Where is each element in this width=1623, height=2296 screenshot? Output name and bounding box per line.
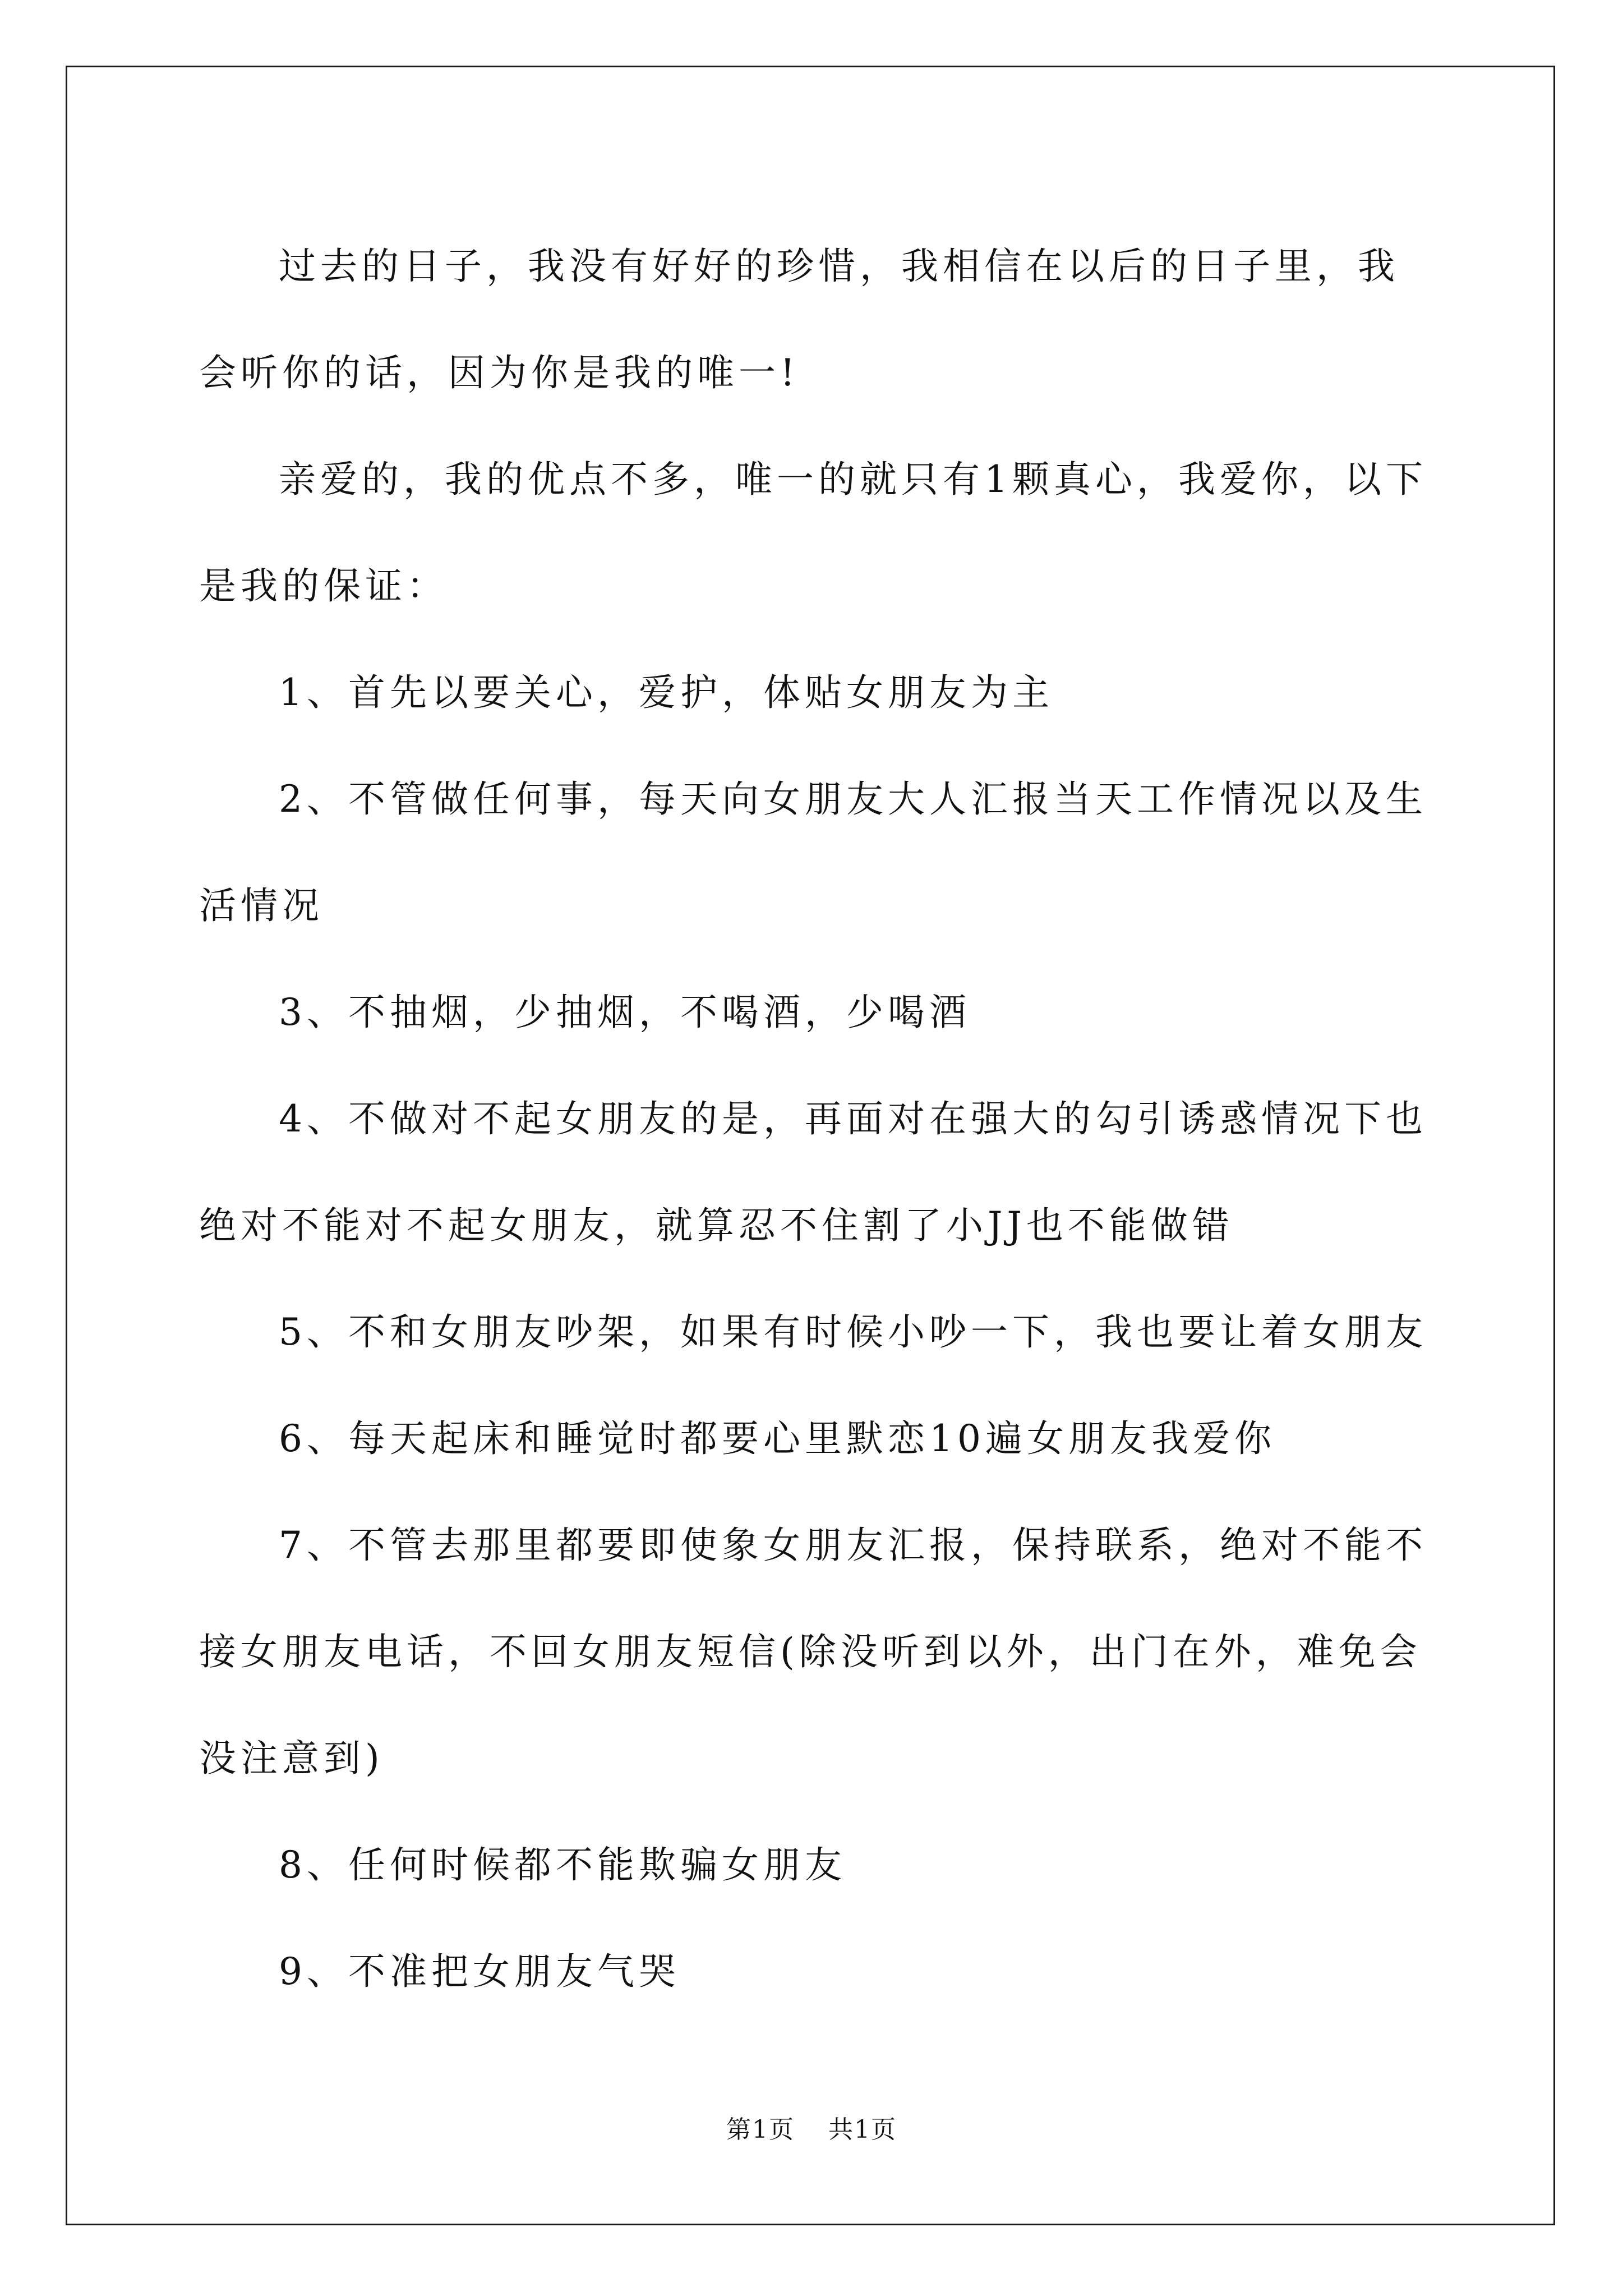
page-footer (0, 2109, 1623, 2145)
list-item: 4、不做对不起女朋友的是，再面对在强大的勾引诱惑情况下也绝对不能对不起女朋友，就算忍不住割了小JJ也不能做错 (199, 1097, 1427, 1247)
list-item: 2、不管做任何事，每天向女朋友大人汇报当天工作情况以及生活情况 (199, 777, 1427, 927)
paragraph: 亲爱的，我的优点不多，唯一的就只有1颗真心，我爱你，以下是我的保证： (199, 458, 1427, 608)
list-item: 7、不管去那里都要即使象女朋友汇报，保持联系，绝对不能不接女朋友电话，不回女朋友短信(除没听到以外，出门在外，难免会没注意到) (199, 1524, 1427, 1780)
document-body (199, 213, 1427, 2025)
page-number: 第1页 (726, 2115, 795, 2144)
list-item: 1、首先以要关心，爱护，体贴女朋友为主 (279, 671, 1054, 714)
list-item: 8、任何时候都不能欺骗女朋友 (279, 1843, 846, 1887)
list-item: 6、每天起床和睡觉时都要心里默恋10遍女朋友我爱你 (279, 1417, 1276, 1460)
page-total: 共1页 (828, 2115, 897, 2144)
list-item: 3、不抽烟，少抽烟，不喝酒，少喝酒 (279, 991, 971, 1034)
list-item: 9、不准把女朋友气哭 (279, 1950, 680, 1993)
paragraph: 过去的日子，我没有好好的珍惜，我相信在以后的日子里，我会听你的话，因为你是我的唯一! (199, 245, 1399, 394)
list-item: 5、不和女朋友吵架，如果有时候小吵一下，我也要让着女朋友 (279, 1310, 1427, 1354)
